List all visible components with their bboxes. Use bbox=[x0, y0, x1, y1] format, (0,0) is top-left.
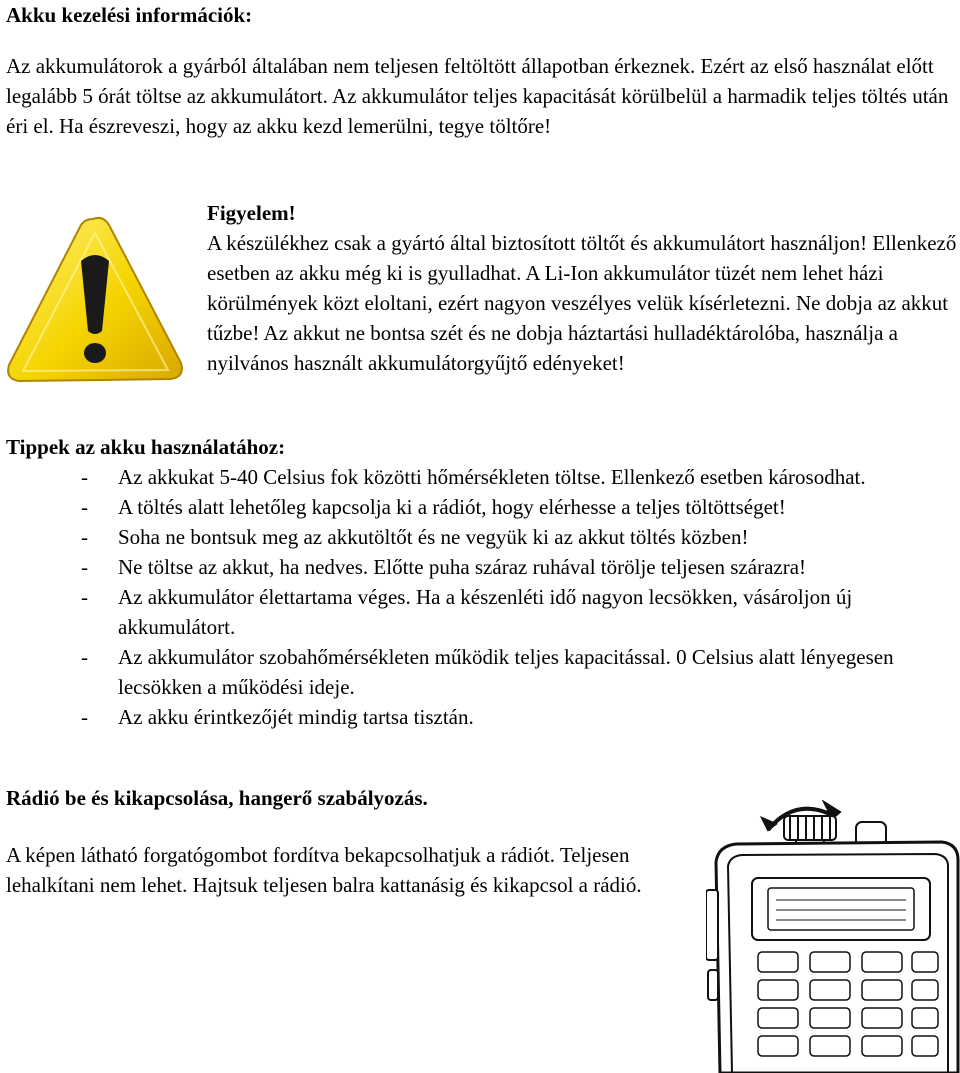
list-item bbox=[6, 492, 958, 522]
bullet-dash: - bbox=[81, 705, 88, 729]
radio-knob-rotation-illustration bbox=[706, 800, 960, 1073]
bullet-dash: - bbox=[81, 525, 88, 549]
radio-paragraph: A képen látható forgatógombot fordítva bekapcsolhatjuk a rádiót. Teljesen lehalkítani nem lehet. Hajtsuk teljesen balra kattanásig és kikapcsol a rádió. bbox=[6, 843, 642, 897]
battery-section-title: Akku kezelési információk: bbox=[6, 3, 253, 27]
tip-text: Az akkumulátor élettartama véges. Ha a készenléti idő nagyon lecsökken, vásároljon új akkumulátort. bbox=[118, 585, 853, 639]
list-item bbox=[6, 522, 958, 552]
list-item bbox=[6, 462, 958, 492]
tips-section-title: Tippek az akku használatához: bbox=[6, 435, 286, 459]
bullet-dash: - bbox=[81, 585, 88, 609]
bullet-dash: - bbox=[81, 495, 88, 519]
list-item bbox=[6, 582, 958, 642]
list-item bbox=[6, 702, 958, 732]
bullet-dash: - bbox=[81, 465, 88, 489]
warning-block bbox=[207, 198, 959, 378]
warning-exclamation-icon bbox=[5, 213, 185, 385]
bullet-dash: - bbox=[81, 645, 88, 669]
tip-text: A töltés alatt lehetőleg kapcsolja ki a rádiót, hogy elérhesse a teljes töltöttséget! bbox=[118, 495, 786, 519]
radio-section-title: Rádió be és kikapcsolása, hangerő szabályozás. bbox=[6, 786, 428, 810]
list-item bbox=[6, 552, 958, 582]
list-item bbox=[6, 642, 958, 702]
tip-text: Az akku érintkezőjét mindig tartsa tisztán. bbox=[118, 705, 474, 729]
warning-title: Figyelem! bbox=[207, 201, 296, 225]
warning-text: A készülékhez csak a gyártó által biztosított töltőt és akkumulátort használjon! Ellenkező esetben az akku még ki is gyulladhat. A Li-Ion akkumulátor tüzét nem lehet házi körülmények közt eloltani, ezért nagyon veszélyes velük kísérletezni. Ne dobja az akkut tűzbe! Az akkut ne bontsa szét és ne dobja háztartási hulladéktárolóba, használja a nyilvános használt akkumulátorgyűjtő edényeket! bbox=[207, 231, 957, 375]
battery-intro-paragraph: Az akkumulátorok a gyárból általában nem teljesen feltöltött állapotban érkeznek. Ezért az első használat előtt legalább 5 órát töltse az akkumulátort. Az akkumulátor teljes kapacitását körülbelül a harmadik teljes töltés után éri el. Ha észreveszi, hogy az akku kezd lemerülni, tegye töltőre! bbox=[6, 54, 949, 138]
tip-text: Az akkumulátor szobahőmérsékleten működik teljes kapacitással. 0 Celsius alatt lényegesen lecsökken a működési ideje. bbox=[118, 645, 894, 699]
bullet-dash: - bbox=[81, 555, 88, 579]
tip-text: Ne töltse az akkut, ha nedves. Előtte puha száraz ruhával törölje teljesen szárazra! bbox=[118, 555, 807, 579]
tip-text: Soha ne bontsuk meg az akkutöltőt és ne vegyük ki az akkut töltés közben! bbox=[118, 525, 749, 549]
tips-list bbox=[6, 462, 958, 732]
tip-text: Az akkukat 5-40 Celsius fok közötti hőmérsékleten töltse. Ellenkező esetben károsodhat. bbox=[118, 465, 866, 489]
